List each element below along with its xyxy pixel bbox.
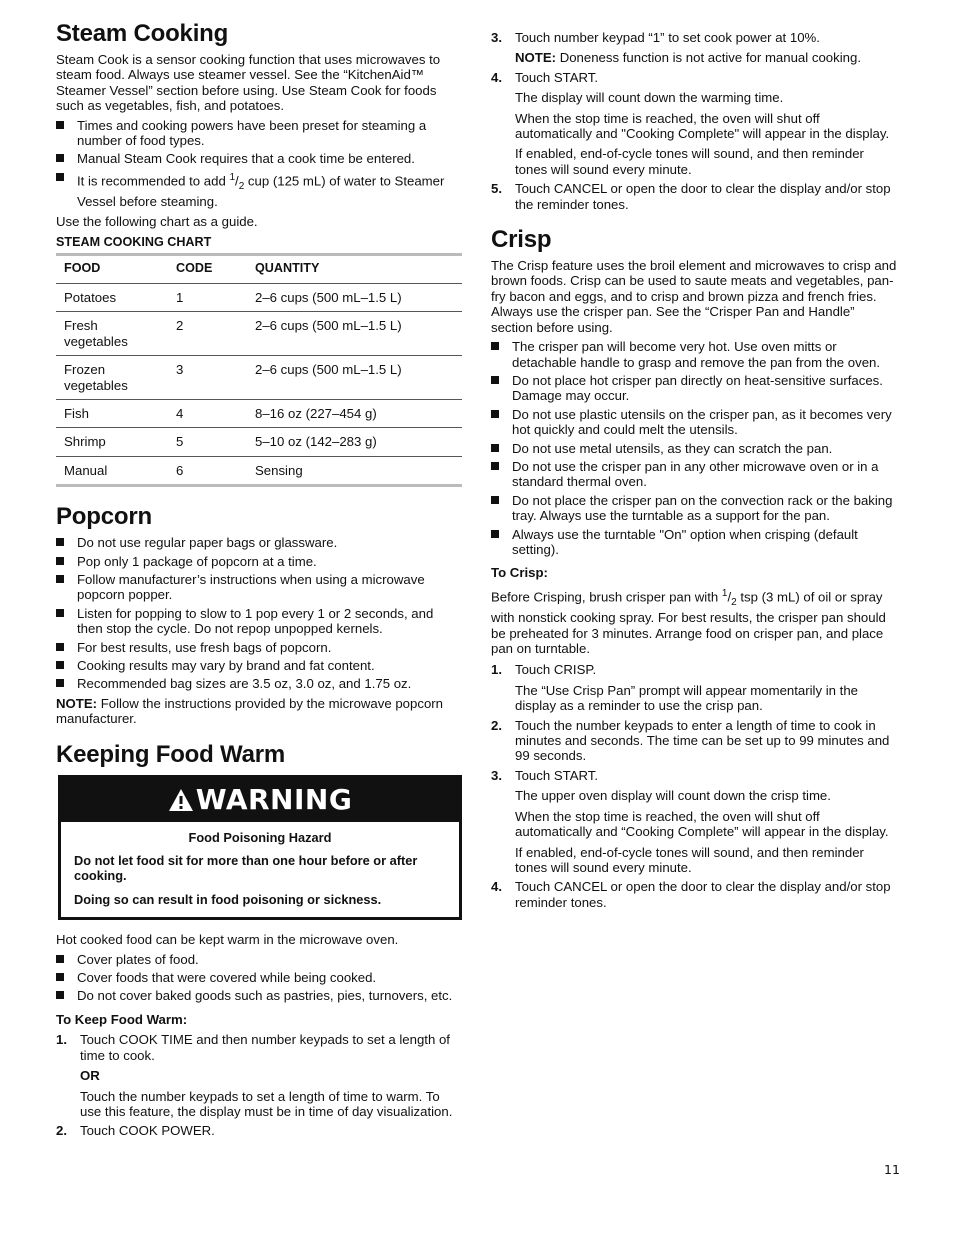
text: Before Crisping, brush crisper pan with xyxy=(491,589,722,605)
cell-food: Shrimp xyxy=(56,428,168,456)
step-detail: The “Use Crisp Pan” prompt will appear momentarily in the display as a reminder to use the crisp pan. xyxy=(515,682,859,714)
warning-text: Doing so can result in food poisoning or sickness. xyxy=(74,891,382,907)
step-number: 1. xyxy=(56,1032,67,1048)
popcorn-bullet-list xyxy=(56,535,462,692)
step-item xyxy=(491,662,897,713)
list-item: Listen for popping to slow to 1 pop every 1 or 2 seconds, and then stop the cycle. Do not repop unpopped kernels. xyxy=(56,606,462,637)
list-item: Do not use regular paper bags or glassware. xyxy=(56,535,462,550)
column-header-food: FOOD xyxy=(56,254,168,283)
table-row xyxy=(56,356,462,400)
list-item: Times and cooking powers have been preset for steaming a number of food types. xyxy=(56,118,462,149)
list-item: Manual Steam Cook requires that a cook time be entered. xyxy=(56,151,462,166)
column-header-quantity: QUANTITY xyxy=(247,254,462,283)
step-text: Touch START. xyxy=(515,767,599,783)
cell-code: 4 xyxy=(168,399,247,427)
warm-steps-continued xyxy=(491,30,897,212)
text: cup (125 mL) of water to Steamer Vessel before steaming. xyxy=(77,173,445,210)
list-item: The crisper pan will become very hot. Use oven mitts or detachable handle to grasp and remove the pan from the oven. xyxy=(491,339,897,370)
warm-intro: Hot cooked food can be kept warm in the microwave oven. xyxy=(56,932,399,948)
crisp-prep xyxy=(491,586,897,657)
cell-code: 6 xyxy=(176,462,184,478)
step-detail: If enabled, end-of-cycle tones will sound, and then reminder tones will sound every minute. xyxy=(515,844,864,875)
step-detail: When the stop time is reached, the oven will shut off automatically and "Cooking Complete" will appear in the display. xyxy=(515,110,890,142)
step-item xyxy=(56,1123,462,1138)
note-label: NOTE: xyxy=(515,50,557,66)
list-item: Always use the turntable "On" option when crisping (default setting). xyxy=(491,527,897,558)
step-number: 3. xyxy=(491,767,502,783)
list-item: Cover plates of food. xyxy=(56,952,462,967)
cell-code: 2 xyxy=(168,312,247,356)
fraction-numerator: 1 xyxy=(229,171,236,183)
step-text: Touch CANCEL or open the door to clear the display and/or stop the reminder tones. xyxy=(515,181,891,212)
warning-triangle-icon xyxy=(168,788,194,812)
cell-quantity: 2–6 cups (500 mL–1.5 L) xyxy=(247,312,462,356)
warning-label: WARNING xyxy=(195,782,353,816)
table-row xyxy=(56,399,462,427)
table-row xyxy=(56,312,462,356)
table-row xyxy=(56,283,462,311)
crisp-intro: The Crisp feature uses the broil element and microwaves to crisp and brown foods. Crisp can be used to saute meats and vegetables, pan-fry bacon and eggs, and to crisp and brown pizza and french fries. Always use the crisper pan. See the “Crisper Pan and Handle” section before using. xyxy=(491,258,897,335)
fraction-numerator: 1 xyxy=(721,587,728,599)
fraction-slash: / xyxy=(235,173,239,189)
step-number: 3. xyxy=(491,30,502,45)
list-item: Recommended bag sizes are 3.5 oz, 3.0 oz, and 1.75 oz. xyxy=(56,676,462,691)
fraction-denominator: 2 xyxy=(238,180,245,192)
crisp-bullet-list xyxy=(491,339,897,557)
warning-box xyxy=(58,775,462,921)
table-row xyxy=(56,456,462,485)
list-item: Follow manufacturer’s instructions when using a microwave popcorn popper. xyxy=(56,572,462,603)
steam-cooking-table xyxy=(56,253,462,488)
crisp-heading: Crisp xyxy=(491,226,552,254)
note-label: NOTE: xyxy=(56,695,98,711)
step-detail: If enabled, end-of-cycle tones will sound, and then reminder tones will sound every minute. xyxy=(515,146,864,177)
fraction-slash: / xyxy=(727,589,732,605)
cell-code: 5 xyxy=(168,428,247,456)
steam-intro: Steam Cook is a sensor cooking function that uses microwaves to steam food. Always use steamer vessel. See the “KitchenAid™ Steamer Vessel” section before using. Use Steam Cook for foods such as vegetables, fish, and potatoes. xyxy=(56,52,441,114)
list-item: Do not use metal utensils, as they can scratch the pan. xyxy=(491,441,897,456)
step-number: 2. xyxy=(491,717,502,733)
note-text: Doneness function is not active for manual cooking. xyxy=(556,50,861,66)
step-item xyxy=(491,879,897,910)
cell-quantity: 8–16 oz (227–454 g) xyxy=(247,399,462,427)
page-number: 11 xyxy=(884,1162,900,1177)
cell-quantity: 2–6 cups (500 mL–1.5 L) xyxy=(247,356,462,400)
keeping-food-warm-heading: Keeping Food Warm xyxy=(56,740,286,768)
step-item xyxy=(56,1032,462,1119)
list-item: For best results, use fresh bags of popcorn. xyxy=(56,640,462,655)
step-text: Touch START. xyxy=(515,69,599,85)
step-detail: The display will count down the warming time. xyxy=(515,90,784,106)
crisp-steps xyxy=(491,662,897,910)
warm-steps xyxy=(56,1032,462,1138)
note-text: Follow the instructions provided by the microwave popcorn manufacturer. xyxy=(56,695,444,727)
list-item: Do not place hot crisper pan directly on heat-sensitive surfaces. Damage may occur. xyxy=(491,373,897,404)
hazard-title: Food Poisoning Hazard xyxy=(188,829,332,845)
warning-body xyxy=(61,822,459,918)
text: tsp (3 mL) of oil or spray with nonstick cooking spray. For best results, the crisper pan should be preheated for 3 minutes. Arrange food on crisper pan, and place pan on turntable. xyxy=(491,589,886,657)
step-item xyxy=(491,718,897,764)
list-item: Do not use the crisper pan in any other microwave oven or in a standard thermal oven. xyxy=(491,459,897,490)
cell-quantity: 2–6 cups (500 mL–1.5 L) xyxy=(247,283,462,311)
step-text: Touch COOK TIME and then number keypads to set a length of time to cook. xyxy=(80,1032,450,1063)
table-header-row xyxy=(56,254,462,283)
cell-food: Fresh vegetables xyxy=(56,312,168,356)
step-number: 4. xyxy=(491,879,502,895)
chart-guide-text: Use the following chart as a guide. xyxy=(56,213,258,229)
steam-bullet-list xyxy=(56,118,462,210)
table-row xyxy=(56,428,462,456)
step-number: 1. xyxy=(491,662,502,678)
crisp-steps-title: To Crisp: xyxy=(491,565,548,581)
step-number: 2. xyxy=(56,1123,67,1139)
list-item: Cover foods that were covered while being cooked. xyxy=(56,970,462,985)
steam-chart-title: STEAM COOKING CHART xyxy=(56,235,212,250)
right-column xyxy=(491,30,897,914)
list-item: Do not use plastic utensils on the crisper pan, as it becomes very hot quickly and could melt the utensils. xyxy=(491,407,897,438)
popcorn-note xyxy=(56,696,462,727)
step-item xyxy=(491,70,897,177)
step-item xyxy=(491,30,897,66)
cell-food: Manual xyxy=(64,462,108,478)
warm-steps-title: To Keep Food Warm: xyxy=(56,1011,188,1027)
step-item xyxy=(491,181,897,212)
step-text: Touch COOK POWER. xyxy=(80,1123,215,1139)
cell-code: 3 xyxy=(168,356,247,400)
cell-quantity: Sensing xyxy=(255,462,303,478)
step-item xyxy=(491,768,897,875)
step-or: OR xyxy=(80,1068,100,1084)
list-item: Pop only 1 package of popcorn at a time. xyxy=(56,554,462,569)
column-header-code: CODE xyxy=(168,254,247,283)
list-item: Cooking results may vary by brand and fat content. xyxy=(56,658,462,673)
step-number: 5. xyxy=(491,181,502,197)
warning-header xyxy=(61,778,459,822)
step-detail: When the stop time is reached, the oven will shut off automatically and “Cooking Complete” will appear in the display. xyxy=(515,808,889,840)
step-text: Touch number keypad “1” to set cook power at 10%. xyxy=(515,30,820,45)
cell-food: Frozen vegetables xyxy=(56,356,168,400)
fraction-denominator: 2 xyxy=(731,596,737,608)
warm-bullet-list xyxy=(56,952,462,1004)
step-note xyxy=(515,50,897,65)
cell-food: Fish xyxy=(56,399,168,427)
left-column xyxy=(56,20,462,1143)
step-text: Touch CANCEL or open the door to clear the display and/or stop reminder tones. xyxy=(515,879,891,910)
popcorn-heading: Popcorn xyxy=(56,503,152,531)
step-text: Touch the number keypads to enter a length of time to cook in minutes and seconds. The time can be set up to 99 minutes and 99 seconds. xyxy=(515,717,890,764)
cell-quantity: 5–10 oz (142–283 g) xyxy=(247,428,462,456)
list-item: Do not place the crisper pan on the convection rack or the baking tray. Always use the turntable as a support for the pan. xyxy=(491,493,897,524)
step-text: Touch CRISP. xyxy=(515,662,597,678)
cell-code: 1 xyxy=(168,283,247,311)
list-item: Do not cover baked goods such as pastries, pies, turnovers, etc. xyxy=(56,988,462,1003)
cell-food: Potatoes xyxy=(56,283,168,311)
step-alt-text: Touch the number keypads to set a length of time to warm. To use this feature, the display must be in time of day visualization. xyxy=(80,1088,453,1119)
list-item xyxy=(56,170,462,210)
step-detail: The upper oven display will count down the crisp time. xyxy=(515,788,831,804)
steam-cooking-heading: Steam Cooking xyxy=(56,20,229,47)
warning-text: Do not let food sit for more than one hour before or after cooking. xyxy=(74,853,418,884)
text: It is recommended to add xyxy=(77,173,230,189)
step-number: 4. xyxy=(491,69,502,85)
